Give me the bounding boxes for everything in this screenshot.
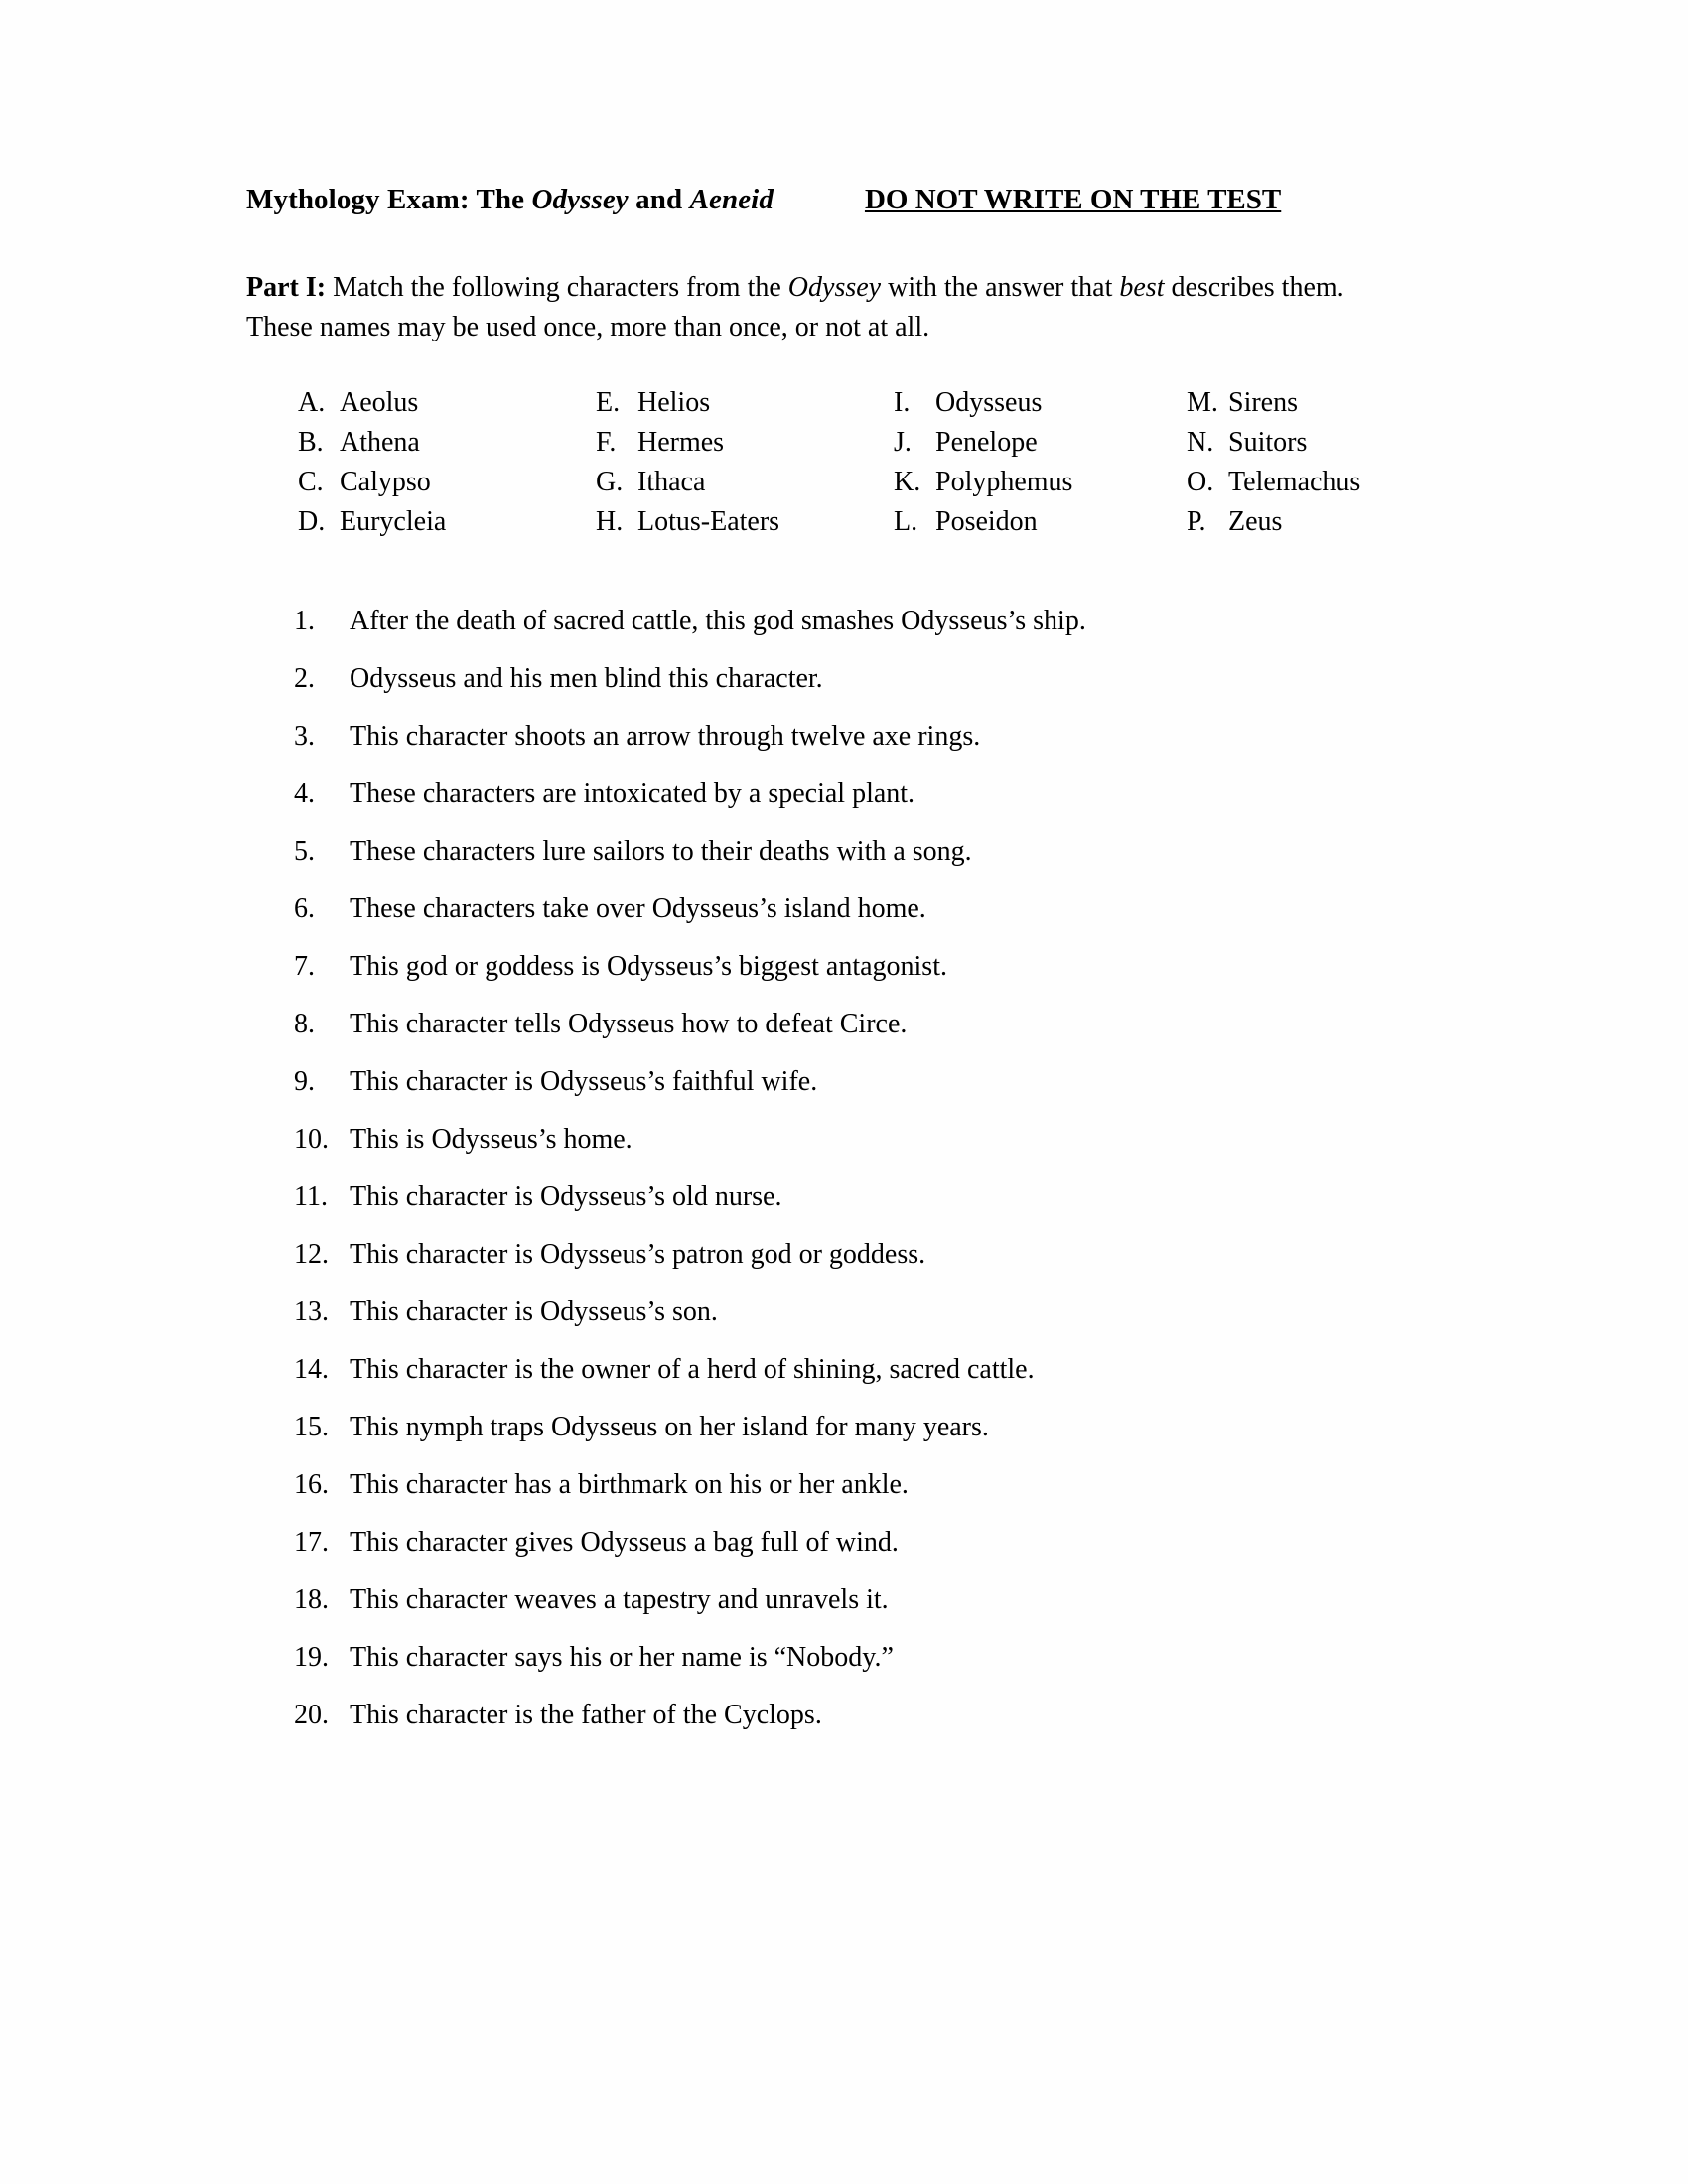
question-number: 13. [294,1296,329,1327]
answer-bank-item [894,506,1187,546]
answer-bank-name: Helios [637,386,711,418]
answer-bank-name: Odysseus [935,386,1043,418]
answer-bank-item [596,387,894,427]
question-number: 8. [294,1008,315,1039]
answer-bank-letter: D. [298,505,326,537]
answer-bank-name: Zeus [1228,505,1283,537]
question-item [294,606,1438,637]
question-text: This character is Odysseus’s old nurse. [350,1180,782,1212]
document-header [246,184,1438,216]
answer-bank-item [596,467,894,506]
part-1-label: Part I: [246,272,327,303]
question-item [294,1239,1438,1271]
answer-bank-name: Polyphemus [935,466,1073,497]
question-text: Odysseus and his men blind this character. [350,662,823,694]
question-item [294,1412,1438,1443]
answer-bank-name: Hermes [637,426,725,458]
answer-bank-letter: P. [1187,505,1206,537]
answer-bank-letter: A. [298,386,326,418]
answer-bank-letter: B. [298,426,324,458]
answer-bank-name: Suitors [1228,426,1308,458]
do-not-write-notice: DO NOT WRITE ON THE TEST [864,184,1282,215]
answer-bank-name: Lotus-Eaters [637,505,780,537]
instructions-text-b: with the answer that [881,272,1120,303]
answer-bank-letter: E. [596,386,621,418]
question-number: 3. [294,720,315,751]
question-number: 2. [294,662,315,694]
question-item [294,951,1438,983]
answer-bank-item [298,467,596,506]
question-item [294,1066,1438,1098]
question-number: 17. [294,1526,329,1558]
answer-bank-letter: L. [894,505,918,537]
answer-bank-letter: O. [1187,466,1214,497]
answer-bank-letter: F. [596,426,617,458]
exam-title-aeneid: Aeneid [689,184,774,215]
question-text: This character is Odysseus’s son. [350,1296,718,1327]
answer-bank-item [298,506,596,546]
question-number: 9. [294,1065,315,1097]
instructions-text-a: Match the following characters from the [326,272,788,303]
answer-bank-item [1187,427,1438,467]
question-list [294,606,1438,1731]
answer-bank-name: Poseidon [935,505,1038,537]
question-item [294,1527,1438,1559]
question-number: 12. [294,1238,329,1270]
question-text: After the death of sacred cattle, this god smashes Odysseus’s ship. [350,605,1086,636]
question-item [294,1124,1438,1156]
answer-bank-letter: J. [894,426,912,458]
question-text: This character shoots an arrow through twelve axe rings. [350,720,981,751]
instructions-text-c: describes them. These names may be used once, more than once, or not at all. [246,272,1344,342]
answer-bank-item [1187,467,1438,506]
question-item [294,1584,1438,1616]
answer-bank-item [596,427,894,467]
answer-bank-item [894,387,1187,427]
answer-bank-item [596,506,894,546]
question-number: 10. [294,1123,329,1155]
question-text: This character is the father of the Cyclops. [350,1699,822,1730]
question-item [294,778,1438,810]
answer-bank-letter: G. [596,466,624,497]
question-number: 14. [294,1353,329,1385]
answer-bank-letter: H. [596,505,624,537]
answer-bank-item [1187,387,1438,427]
question-text: These characters take over Odysseus’s island home. [350,892,926,924]
instructions-best: best [1119,272,1165,303]
question-text: These characters lure sailors to their deaths with a song. [350,835,972,867]
answer-bank-item [1187,506,1438,546]
question-text: These characters are intoxicated by a special plant. [350,777,915,809]
answer-bank-name: Eurycleia [340,505,447,537]
answer-bank-letter: M. [1187,386,1218,418]
exam-title-part1: Mythology Exam: The [246,184,532,215]
question-item [294,663,1438,695]
answer-bank-name: Penelope [935,426,1038,458]
answer-bank-letter: N. [1187,426,1214,458]
instructions-odyssey: Odyssey [787,272,882,303]
answer-bank-item [298,387,596,427]
answer-bank-letter: C. [298,466,324,497]
answer-bank-name: Calypso [340,466,431,497]
answer-bank-item [894,427,1187,467]
question-text: This character weaves a tapestry and unravels it. [350,1583,889,1615]
question-text: This character is Odysseus’s patron god or goddess. [350,1238,926,1270]
answer-bank-name: Aeolus [340,386,419,418]
question-number: 20. [294,1699,329,1730]
question-item [294,1642,1438,1674]
answer-bank-letter: I. [894,386,911,418]
question-item [294,1354,1438,1386]
answer-bank-name: Ithaca [637,466,706,497]
question-text: This character gives Odysseus a bag full of wind. [350,1526,899,1558]
question-number: 6. [294,892,315,924]
answer-bank-letter: K. [894,466,921,497]
question-number: 16. [294,1468,329,1500]
question-text: This character is Odysseus’s faithful wife. [350,1065,818,1097]
question-item [294,1297,1438,1328]
question-text: This character says his or her name is “Nobody.” [350,1641,894,1673]
question-number: 19. [294,1641,329,1673]
question-number: 5. [294,835,315,867]
exam-title-and: and [628,184,690,215]
page-content [246,184,1438,1757]
question-text: This character is the owner of a herd of shining, sacred cattle. [350,1353,1035,1385]
question-number: 1. [294,605,315,636]
question-text: This character tells Odysseus how to defeat Circe. [350,1008,908,1039]
exam-title-odyssey: Odyssey [531,184,629,215]
question-text: This nymph traps Odysseus on her island for many years. [350,1411,989,1442]
question-text: This is Odysseus’s home. [350,1123,633,1155]
question-item [294,1700,1438,1731]
question-item [294,1469,1438,1501]
answer-bank-item [894,467,1187,506]
question-item [294,1009,1438,1040]
question-number: 11. [294,1180,328,1212]
question-item [294,836,1438,868]
question-item [294,1181,1438,1213]
answer-bank-name: Telemachus [1228,466,1361,497]
part-1-instructions [246,268,1368,347]
answer-bank-item [298,427,596,467]
question-number: 4. [294,777,315,809]
question-text: This god or goddess is Odysseus’s biggest antagonist. [350,950,947,982]
question-text: This character has a birthmark on his or her ankle. [350,1468,909,1500]
question-number: 18. [294,1583,329,1615]
answer-bank [298,387,1438,546]
question-number: 7. [294,950,315,982]
answer-bank-name: Athena [340,426,420,458]
answer-bank-name: Sirens [1228,386,1298,418]
question-number: 15. [294,1411,329,1442]
exam-title [246,184,774,216]
question-item [294,721,1438,752]
question-item [294,893,1438,925]
